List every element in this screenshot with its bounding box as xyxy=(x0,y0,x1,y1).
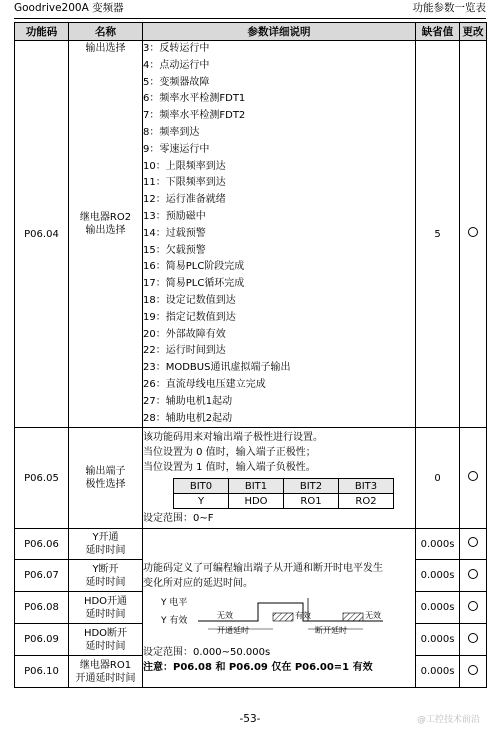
col-header-code: 功能码 xyxy=(15,23,69,41)
name-line2: 延时时间 xyxy=(85,576,126,588)
on-delay-label: 开通延时 xyxy=(217,626,249,636)
option-item: 12：运行准备就绪 xyxy=(143,194,226,206)
terminal-cell: RO1 xyxy=(284,494,339,509)
terminal-cell: RO2 xyxy=(339,494,394,509)
param-name xyxy=(69,428,143,529)
option-item: 15：欠载预警 xyxy=(143,244,206,256)
param-options xyxy=(143,41,416,428)
level-label: Y 电平 xyxy=(161,598,188,609)
param-default: 0.000s xyxy=(416,529,460,560)
param-default: 0.000s xyxy=(416,624,460,656)
option-item: 28：辅助电机2起动 xyxy=(143,412,233,424)
col-header-desc: 参数详细说明 xyxy=(143,23,416,41)
name-line2: 延时时间 xyxy=(85,545,126,557)
page-header xyxy=(14,0,486,19)
param-default: 5 xyxy=(416,41,460,428)
page-number: -53- xyxy=(239,713,261,725)
table-header-row xyxy=(15,23,487,41)
option-item: 7：频率水平检测FDT2 xyxy=(143,110,246,122)
option-item: 23：MODBUS通讯虚拟端子输出 xyxy=(143,362,291,374)
param-code: P06.08 xyxy=(15,592,69,624)
bit-cell: BIT3 xyxy=(339,479,394,494)
param-default: 0.000s xyxy=(416,592,460,624)
header-right: 功能参数一览表 xyxy=(412,2,486,14)
option-item: 11：下限频率到达 xyxy=(143,177,226,189)
change-marker xyxy=(460,428,487,529)
param-code: P06.07 xyxy=(15,560,69,592)
param-name xyxy=(69,592,143,624)
option-item: 9：零速运行中 xyxy=(143,143,210,155)
name-line1: Y开通 xyxy=(92,532,119,544)
option-item: 22：运行时间到达 xyxy=(143,345,226,357)
param-code: P06.05 xyxy=(15,428,69,529)
invalid-end-label: 无效 xyxy=(365,611,381,621)
parameter-table xyxy=(14,22,487,688)
param-name xyxy=(69,41,143,428)
name-top: 输出选择 xyxy=(85,43,126,54)
circle-icon xyxy=(468,665,478,675)
table-row xyxy=(15,428,487,529)
circle-icon xyxy=(468,227,478,237)
name-line2: 开通延时时间 xyxy=(75,672,136,684)
option-item: 5：变频器故障 xyxy=(143,76,210,88)
invalid-label: 无效 xyxy=(217,611,233,621)
param-code: P06.09 xyxy=(15,624,69,656)
range-text: 设定范围：0.000~50.000s xyxy=(143,647,271,659)
option-item: 26：直流母线电压建立完成 xyxy=(143,378,266,390)
change-marker xyxy=(460,624,487,656)
param-name xyxy=(69,656,143,688)
option-item: 27：辅助电机1起动 xyxy=(143,395,233,407)
param-default: 0 xyxy=(416,428,460,529)
valid-label: Y 有效 xyxy=(161,616,188,627)
name-line1: 继电器RO1 xyxy=(79,659,132,671)
option-item: 10：上限频率到达 xyxy=(143,160,226,172)
option-item: 6：频率水平检测FDT1 xyxy=(143,93,246,105)
name-line2: 延时时间 xyxy=(85,608,126,620)
name-line2: 极性选择 xyxy=(85,479,126,491)
circle-icon xyxy=(468,471,478,481)
circle-icon xyxy=(468,537,478,547)
option-item: 17：简易PLC循环完成 xyxy=(143,278,245,290)
options-list xyxy=(143,41,415,427)
delay-description xyxy=(143,529,416,688)
change-marker xyxy=(460,41,487,428)
header-left: Goodrive200A 变频器 xyxy=(14,2,124,14)
col-header-name: 名称 xyxy=(69,23,143,41)
timing-diagram xyxy=(143,593,405,645)
option-item: 18：设定记数值到达 xyxy=(143,294,236,306)
change-marker xyxy=(460,592,487,624)
watermark: @工控技术前沿 xyxy=(416,715,480,725)
param-default: 0.000s xyxy=(416,656,460,688)
param-name xyxy=(69,624,143,656)
bit-cell: BIT2 xyxy=(284,479,339,494)
bit-cell: BIT1 xyxy=(229,479,284,494)
name-line1: 输出端子 xyxy=(85,466,126,478)
note-text: 注意：P06.08 和 P06.09 仅在 P06.00=1 有效 xyxy=(143,662,373,674)
option-item: 8：频率到达 xyxy=(143,126,200,138)
desc-line: 当位设置为 1 值时，输入端子负极性。 xyxy=(143,462,316,474)
option-item: 14：过载预警 xyxy=(143,227,206,239)
desc-line: 当位设置为 0 值时，输入端子正极性； xyxy=(143,447,316,459)
name-line2: 延时时间 xyxy=(85,640,126,652)
table-row xyxy=(15,529,487,560)
param-code: P06.10 xyxy=(15,656,69,688)
param-code: P06.04 xyxy=(15,41,69,428)
option-item: 16：简易PLC阶段完成 xyxy=(143,261,245,273)
name-line1: HDO开通 xyxy=(83,595,128,607)
circle-icon xyxy=(468,601,478,611)
col-header-default: 缺省值 xyxy=(416,23,460,41)
option-item: 20：外部故障有效 xyxy=(143,328,226,340)
change-marker xyxy=(460,529,487,560)
terminal-cell: HDO xyxy=(229,494,284,509)
circle-icon xyxy=(468,633,478,643)
desc-line: 该功能码用来对输出端子极性进行设置。 xyxy=(143,432,323,444)
param-name xyxy=(69,529,143,560)
change-marker xyxy=(460,656,487,688)
param-name xyxy=(69,560,143,592)
name-line1: 继电器RO2 xyxy=(79,212,132,223)
option-item: 19：指定记数值到达 xyxy=(143,311,236,323)
option-item: 4：点动运行中 xyxy=(143,59,210,71)
param-code: P06.06 xyxy=(15,529,69,560)
delay-desc-line: 功能码定义了可编程输出端子从开通和断开时电平发生 xyxy=(143,563,383,575)
delay-desc-line: 变化所对应的延迟时间。 xyxy=(143,578,253,590)
valid-mid-label: 有效 xyxy=(295,611,311,621)
table-row xyxy=(15,41,487,428)
terminal-cell: Y xyxy=(174,494,229,509)
option-item: 3：反转运行中 xyxy=(143,43,210,54)
col-header-change: 更改 xyxy=(460,23,487,41)
name-line2: 输出选择 xyxy=(85,225,126,236)
param-desc xyxy=(143,428,416,529)
name-line1: Y断开 xyxy=(92,563,119,575)
name-line1: HDO断开 xyxy=(83,627,128,639)
bit-cell: BIT0 xyxy=(174,479,229,494)
bit-table xyxy=(173,478,394,509)
change-marker xyxy=(460,560,487,592)
param-default: 0.000s xyxy=(416,560,460,592)
off-delay-label: 断开延时 xyxy=(315,626,347,636)
range-text: 设定范围：0~F xyxy=(143,513,214,525)
option-item: 13：预励磁中 xyxy=(143,210,206,222)
circle-icon xyxy=(468,569,478,579)
